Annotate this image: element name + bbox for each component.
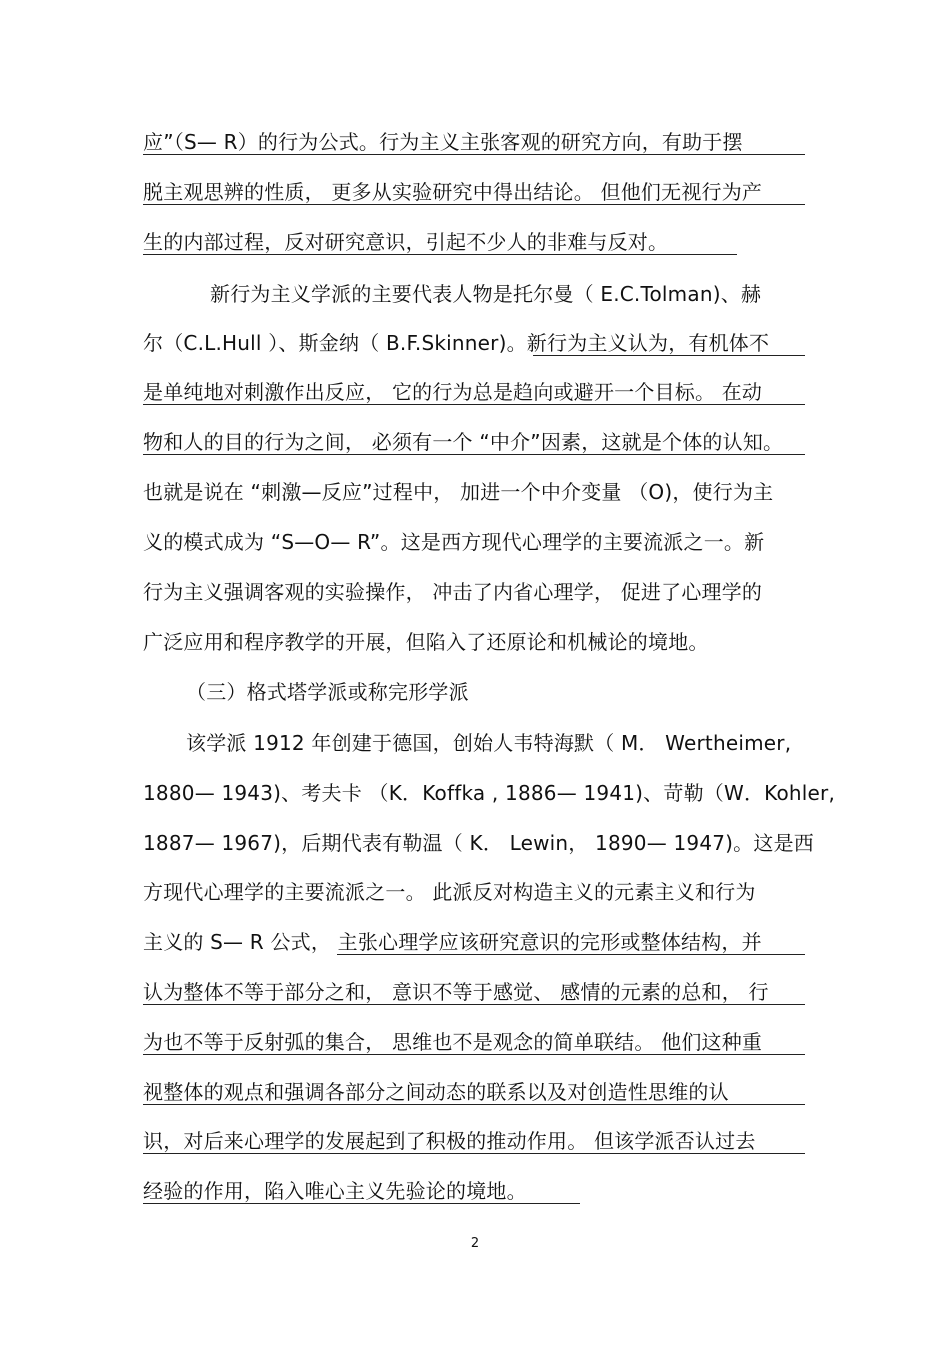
paragraph-line: 行为主义强调客观的实验操作， 冲击了内省心理学， 促进了心理学的 xyxy=(143,580,763,604)
paragraph-line: 1880— 1943)、考夫卡 （K．Koffka , 1886— 1941)、苛勒（W．Kohler, xyxy=(143,781,836,805)
paragraph-line: 新行为主义学派的主要代表人物是托尔曼（ E.C.Tolman)、赫 xyxy=(210,282,762,306)
paragraph-line: 义的模式成为 “S—O— R”。这是西方现代心理学的主要流派之一。新 xyxy=(143,530,765,554)
paragraph-line: 该学派 1912 年创建于德国，创始人韦特海默（ M． Wertheimer, xyxy=(186,731,792,755)
paragraph-line: 广泛应用和程序教学的开展，但陷入了还原论和机械论的境地。 xyxy=(143,630,709,654)
underline xyxy=(143,1203,580,1204)
underline xyxy=(337,954,805,955)
page-number: 2 xyxy=(470,1236,480,1251)
underline xyxy=(143,154,805,155)
paragraph-line: 物和人的目的行为之间， 必须有一个 “中介”因素，这就是个体的认知。 xyxy=(143,430,784,454)
paragraph-line: 认为整体不等于部分之和， 意识不等于感觉、 感情的元素的总和， 行 xyxy=(143,980,769,1004)
paragraph-line: 主义的 S— R 公式， 主张心理学应该研究意识的完形或整体结构，并 xyxy=(143,930,762,954)
underline xyxy=(143,1054,805,1055)
underline xyxy=(143,204,805,205)
paragraph-line: 为也不等于反射弧的集合， 思维也不是观念的简单联结。 他们这种重 xyxy=(143,1030,763,1054)
paragraph-line: 1887— 1967)，后期代表有勒温（ K． Lewin， 1890— 1947)。这是西 xyxy=(143,831,814,855)
paragraph-line: 识，对后来心理学的发展起到了积极的推动作用。 但该学派否认过去 xyxy=(143,1129,756,1153)
section-heading: （三）格式塔学派或称完形学派 xyxy=(186,680,469,704)
underline xyxy=(143,1153,805,1154)
paragraph-line: 生的内部过程，反对研究意识，引起不少人的非难与反对。 xyxy=(143,230,669,254)
underline xyxy=(143,454,805,455)
underline xyxy=(143,1104,805,1105)
paragraph-line: 方现代心理学的主要流派之一。 此派反对构造主义的元素主义和行为 xyxy=(143,880,756,904)
underline xyxy=(143,1004,805,1005)
underline xyxy=(143,404,805,405)
paragraph-line: 尔（C.L.Hull ）、斯金纳（ B.F.Skinner)。新行为主义认为，有机体不 xyxy=(143,331,770,355)
paragraph-line: 应”（S— R）的行为公式。行为主义主张客观的研究方向，有助于摆 xyxy=(143,130,743,154)
paragraph-line: 也就是说在 “刺激—反应”过程中， 加进一个中介变量 （O)，使行为主 xyxy=(143,480,774,504)
underline xyxy=(533,355,805,356)
underline xyxy=(143,254,737,255)
paragraph-line: 脱主观思辨的性质， 更多从实验研究中得出结论。 但他们无视行为产 xyxy=(143,180,763,204)
paragraph-line: 经验的作用，陷入唯心主义先验论的境地。 xyxy=(143,1179,527,1203)
paragraph-line: 是单纯地对刺激作出反应， 它的行为总是趋向或避开一个目标。 在动 xyxy=(143,380,763,404)
paragraph-line: 视整体的观点和强调各部分之间动态的联系以及对创造性思维的认 xyxy=(143,1080,729,1104)
